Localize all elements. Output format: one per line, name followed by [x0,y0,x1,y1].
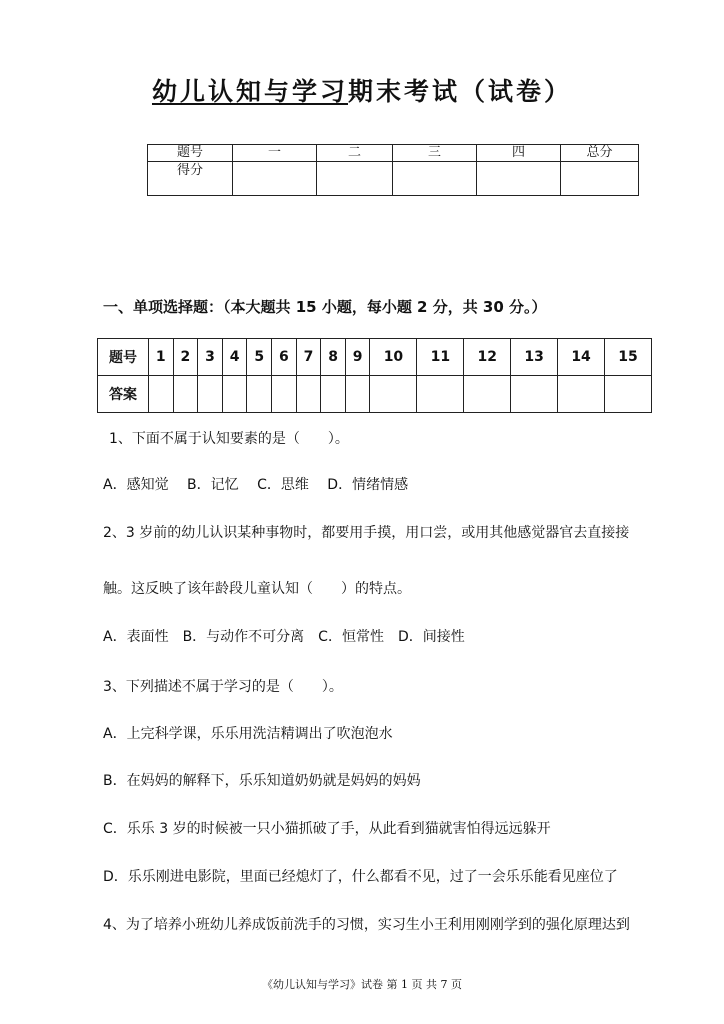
question-1: 1、下面不属于认知要素的是（ ）。 [109,431,349,447]
question-3-option-a: A．上完科学课，乐乐用洗洁精调出了吹泡泡水 [103,726,393,742]
answer-input-cell[interactable] [464,376,511,413]
score-header-cell: 题号 [148,145,233,162]
question-number-cell: 3 [198,339,223,376]
answer-input-cell[interactable] [247,376,272,413]
score-table-header-row [148,145,639,162]
answer-input-cell[interactable] [321,376,346,413]
answer-input-cell[interactable] [198,376,223,413]
question-2-line-2: 触。这反映了该年龄段儿童认知（ ）的特点。 [103,581,411,597]
question-3: 3、下列描述不属于学习的是（ ）。 [103,679,343,695]
answer-input-cell[interactable] [222,376,247,413]
score-header-cell: 四 [477,145,561,162]
page-title [0,72,724,108]
score-header-cell: 二 [317,145,393,162]
score-table [147,144,639,196]
answer-input-cell[interactable] [511,376,558,413]
question-number-cell: 7 [296,339,321,376]
answer-input-cell[interactable] [296,376,321,413]
answer-table-number-row [98,339,652,376]
section-heading: 一、单项选择题：（本大题共 15 小题，每小题 2 分，共 30 分。） [103,298,547,316]
score-input-cell[interactable] [561,162,639,196]
answer-input-cell[interactable] [173,376,198,413]
answer-table-answer-row [98,376,652,413]
score-header-cell: 一 [233,145,317,162]
answer-input-cell[interactable] [417,376,464,413]
score-row-label: 得分 [148,162,233,196]
question-number-cell: 4 [222,339,247,376]
title-course-name: 幼儿认知与学习 [151,77,348,106]
question-number-cell: 9 [345,339,370,376]
answer-input-cell[interactable] [605,376,652,413]
question-4-line-1: 4、为了培养小班幼儿养成饭前洗手的习惯，实习生小王利用刚刚学到的强化原理达到 [103,917,630,933]
question-3-option-b: B．在妈妈的解释下，乐乐知道奶奶就是妈妈的妈妈 [103,773,421,789]
question-number-cell: 14 [558,339,605,376]
question-3-option-c: C．乐乐 3 岁的时候被一只小猫抓破了手，从此看到猫就害怕得远远躲开 [103,821,551,837]
question-1-options: A．感知觉 B．记忆 C．思维 D．情绪情感 [103,477,409,493]
score-input-cell[interactable] [477,162,561,196]
question-number-cell: 11 [417,339,464,376]
question-number-cell: 10 [370,339,417,376]
score-header-cell: 总分 [561,145,639,162]
score-input-cell[interactable] [393,162,477,196]
question-number-cell: 2 [173,339,198,376]
answer-row-label: 题号 [98,339,149,376]
score-table-score-row [148,162,639,196]
answer-input-cell[interactable] [149,376,174,413]
title-exam-label: 期末考试（试卷） [348,77,573,106]
question-number-cell: 13 [511,339,558,376]
question-3-option-d: D．乐乐刚进电影院，里面已经熄灯了，什么都看不见，过了一会乐乐能看见座位了 [103,869,618,885]
question-number-cell: 6 [272,339,297,376]
question-2-line-1: 2、3 岁前的幼儿认识某种事物时，都要用手摸，用口尝，或用其他感觉器官去直接接 [103,525,630,541]
question-number-cell: 5 [247,339,272,376]
question-number-cell: 15 [605,339,652,376]
answer-input-cell[interactable] [345,376,370,413]
score-input-cell[interactable] [233,162,317,196]
answer-input-cell[interactable] [272,376,297,413]
score-header-cell: 三 [393,145,477,162]
score-input-cell[interactable] [317,162,393,196]
answer-table [97,338,652,413]
question-number-cell: 1 [149,339,174,376]
question-number-cell: 12 [464,339,511,376]
question-2-options: A．表面性 B．与动作不可分离 C．恒常性 D．间接性 [103,629,465,645]
answer-input-cell[interactable] [558,376,605,413]
answer-row-label: 答案 [98,376,149,413]
question-number-cell: 8 [321,339,346,376]
answer-input-cell[interactable] [370,376,417,413]
page-footer: 《幼儿认知与学习》试卷 第 1 页 共 7 页 [262,978,462,991]
